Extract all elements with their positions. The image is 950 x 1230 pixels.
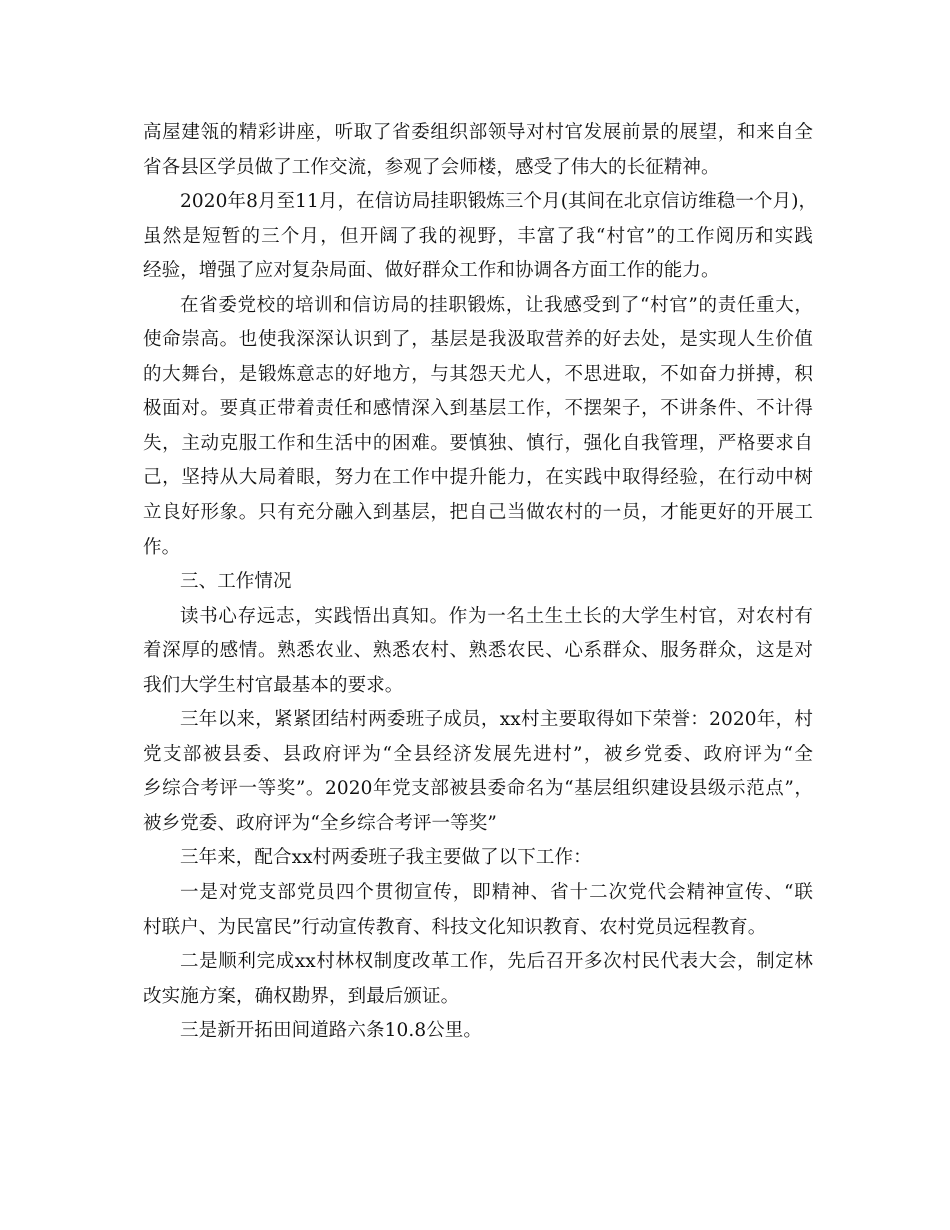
document-body [143, 116, 818, 1049]
text-line: 极面对。要真正带着责任和感情深入到基层工作，不摆架子，不讲条件、不计得 [143, 398, 813, 420]
paragraph-first-line: 三年来，配合xx村两委班子我主要做了以下工作： [180, 847, 592, 869]
text-line: 作。 [143, 536, 181, 558]
text-line: 失，主动克服工作和生活中的困难。要慎独、慎行，强化自我管理，严格要求自 [143, 432, 813, 454]
text-line: 己，坚持从大局着眼，努力在工作中提升能力，在实践中取得经验，在行动中树 [143, 467, 813, 489]
text-line: 我们大学生村官最基本的要求。 [143, 674, 404, 696]
text-line: 村联户、为民富民”行动宣传教育、科技文化知识教育、农村党员远程教育。 [143, 916, 767, 938]
paragraph-first-line: 三年以来，紧紧团结村两委班子成员，xx村主要取得如下荣誉：2020年，村 [180, 709, 813, 731]
text-line: 立良好形象。只有充分融入到基层，把自己当做农村的一员，才能更好的开展工 [143, 502, 813, 524]
paragraph-first-line: 一是对党支部党员四个贯彻宣传，即精神、省十二次党代会精神宣传、“联 [180, 882, 813, 904]
text-line: 党支部被县委、县政府评为“全县经济发展先进村”，被乡党委、政府评为“全 [143, 743, 813, 765]
text-line: 使命崇高。也使我深深认识到了，基层是我汲取营养的好去处，是实现人生价值 [143, 329, 813, 351]
text-line: 改实施方案，确权勘界，到最后颁证。 [143, 985, 460, 1007]
text-line: 被乡党委、政府评为“全乡综合考评一等奖” [143, 812, 497, 834]
paragraph-first-line: 二是顺利完成xx村林权制度改革工作，先后召开多次村民代表大会，制定林 [180, 951, 813, 973]
text-line: 经验，增强了应对复杂局面、做好群众工作和协调各方面工作的能力。 [143, 260, 720, 282]
paragraph-first-line: 2020年8月至11月，在信访局挂职锻炼三个月(其间在北京信访维稳一个月)， [180, 191, 818, 213]
text-line: 省各县区学员做了工作交流，参观了会师楼，感受了伟大的长征精神。 [143, 156, 720, 178]
section-heading: 三、工作情况 [180, 571, 292, 593]
text-line: 着深厚的感情。熟悉农业、熟悉农村、熟悉农民、心系群众、服务群众，这是对 [143, 640, 813, 662]
text-line: 乡综合考评一等奖”。2020年党支部被县委命名为“基层组织建设县级示范点”， [143, 778, 813, 800]
text-line: 高屋建瓴的精彩讲座，听取了省委组织部领导对村官发展前景的展望，和来自全 [143, 122, 813, 143]
paragraph-first-line: 读书心存远志，实践悟出真知。作为一名土生土长的大学生村官，对农村有 [180, 605, 813, 627]
text-line: 的大舞台，是锻炼意志的好地方，与其怨天尤人，不思进取，不如奋力拼搏，积 [143, 363, 813, 385]
paragraph-first-line: 在省委党校的培训和信访局的挂职锻炼，让我感受到了“村官”的责任重大， [180, 294, 813, 316]
paragraph-first-line: 三是新开拓田间道路六条10.8公里。 [180, 1020, 482, 1042]
text-line: 虽然是短暂的三个月，但开阔了我的视野，丰富了我“村官”的工作阅历和实践 [143, 225, 813, 247]
